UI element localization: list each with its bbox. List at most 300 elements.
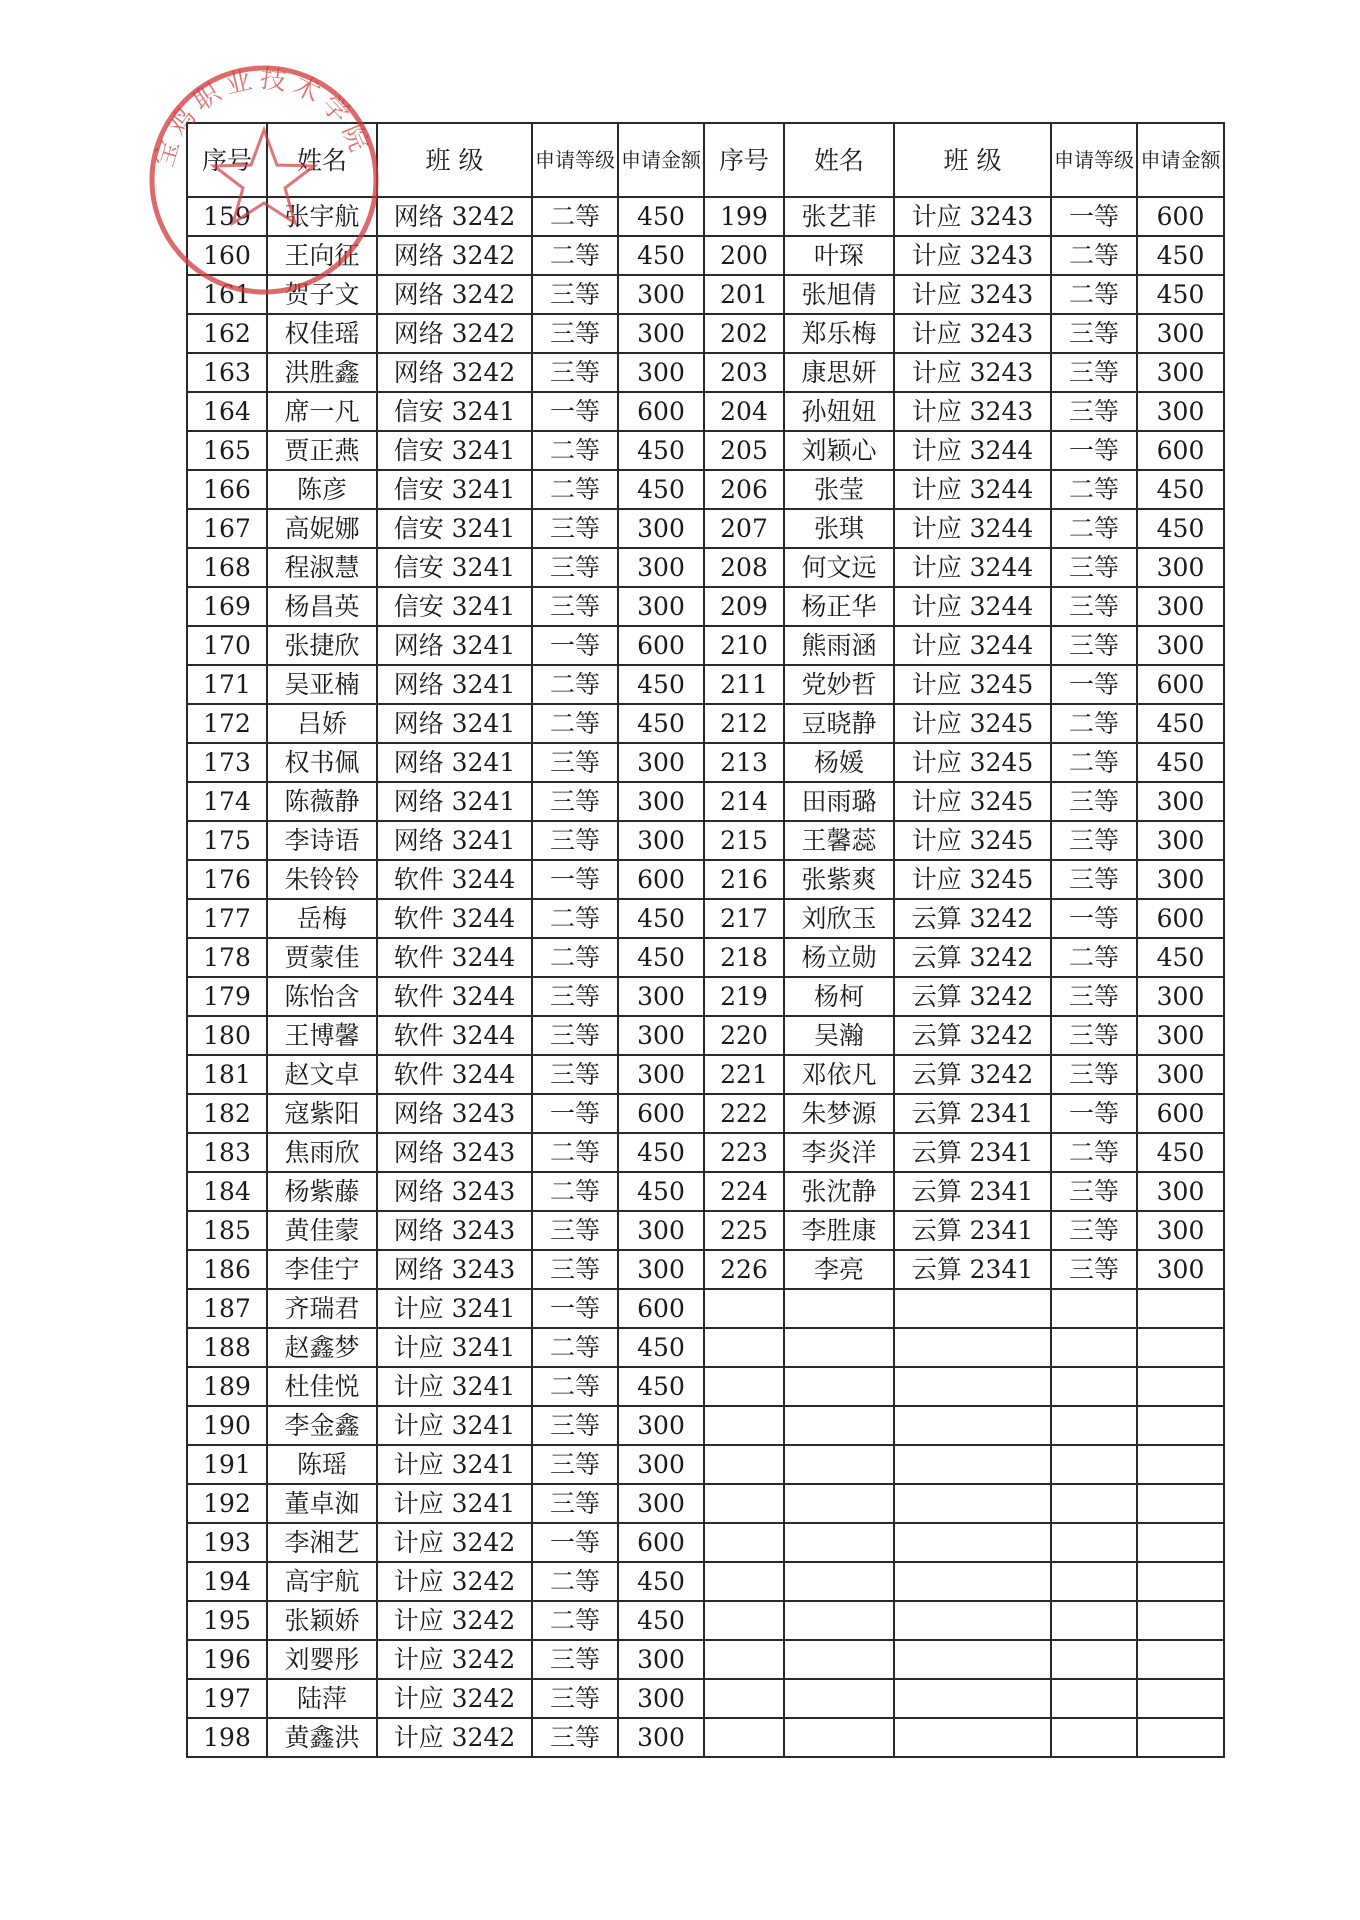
left-class-cell: 网络 3243 — [377, 1211, 532, 1250]
table-row — [187, 1250, 1224, 1289]
left-level-cell: 二等 — [532, 236, 618, 275]
right-level-cell — [1051, 1523, 1137, 1562]
left-level-cell: 二等 — [532, 1367, 618, 1406]
left-seq-cell: 176 — [187, 860, 267, 899]
left-class-cell: 计应 3241 — [377, 1367, 532, 1406]
right-name-cell: 刘欣玉 — [784, 899, 894, 938]
right-amount-cell: 300 — [1137, 782, 1224, 821]
table-row — [187, 1289, 1224, 1328]
right-seq-cell: 210 — [704, 626, 784, 665]
right-amount-cell: 300 — [1137, 1250, 1224, 1289]
left-amount-cell: 450 — [618, 899, 704, 938]
left-amount-cell: 300 — [618, 587, 704, 626]
table-row — [187, 1211, 1224, 1250]
right-seq-cell: 220 — [704, 1016, 784, 1055]
right-level-cell: 三等 — [1051, 977, 1137, 1016]
right-amount-cell: 450 — [1137, 275, 1224, 314]
left-amount-cell: 450 — [618, 1328, 704, 1367]
left-level-cell: 三等 — [532, 743, 618, 782]
right-seq-cell: 211 — [704, 665, 784, 704]
right-amount-cell: 600 — [1137, 899, 1224, 938]
right-name-cell — [784, 1679, 894, 1718]
left-name-cell: 张颖娇 — [267, 1601, 377, 1640]
right-class-cell: 计应 3244 — [894, 587, 1051, 626]
left-class-cell: 网络 3242 — [377, 197, 532, 236]
left-amount-cell: 450 — [618, 1172, 704, 1211]
left-level-cell: 一等 — [532, 626, 618, 665]
right-class-cell — [894, 1367, 1051, 1406]
left-amount-cell: 300 — [618, 1445, 704, 1484]
header-class: 班 级 — [377, 123, 532, 197]
right-level-cell — [1051, 1601, 1137, 1640]
table-row — [187, 977, 1224, 1016]
right-level-cell: 三等 — [1051, 353, 1137, 392]
right-amount-cell — [1137, 1601, 1224, 1640]
left-name-cell: 李湘艺 — [267, 1523, 377, 1562]
right-seq-cell: 213 — [704, 743, 784, 782]
right-class-cell: 云算 2341 — [894, 1094, 1051, 1133]
left-name-cell: 齐瑞君 — [267, 1289, 377, 1328]
left-class-cell: 计应 3241 — [377, 1445, 532, 1484]
left-level-cell: 三等 — [532, 1718, 618, 1757]
left-level-cell: 三等 — [532, 1445, 618, 1484]
right-class-cell — [894, 1289, 1051, 1328]
left-name-cell: 朱铃铃 — [267, 860, 377, 899]
left-name-cell: 吕娇 — [267, 704, 377, 743]
right-class-cell — [894, 1562, 1051, 1601]
left-seq-cell: 190 — [187, 1406, 267, 1445]
right-amount-cell — [1137, 1328, 1224, 1367]
left-seq-cell: 174 — [187, 782, 267, 821]
header-seq: 序号 — [187, 123, 267, 197]
right-class-cell: 云算 2341 — [894, 1133, 1051, 1172]
table-row — [187, 1328, 1224, 1367]
left-name-cell: 李诗语 — [267, 821, 377, 860]
right-name-cell: 吴瀚 — [784, 1016, 894, 1055]
right-amount-cell: 300 — [1137, 860, 1224, 899]
right-name-cell: 叶琛 — [784, 236, 894, 275]
left-amount-cell: 600 — [618, 1289, 704, 1328]
left-amount-cell: 600 — [618, 860, 704, 899]
right-name-cell: 张艺菲 — [784, 197, 894, 236]
right-class-cell: 云算 2341 — [894, 1172, 1051, 1211]
right-class-cell: 云算 3242 — [894, 938, 1051, 977]
table-row — [187, 821, 1224, 860]
left-amount-cell: 300 — [618, 1640, 704, 1679]
left-seq-cell: 188 — [187, 1328, 267, 1367]
right-seq-cell: 200 — [704, 236, 784, 275]
right-name-cell: 张紫爽 — [784, 860, 894, 899]
right-name-cell: 张琪 — [784, 509, 894, 548]
right-name-cell: 李亮 — [784, 1250, 894, 1289]
right-seq-cell: 209 — [704, 587, 784, 626]
right-seq-cell: 221 — [704, 1055, 784, 1094]
left-seq-cell: 166 — [187, 470, 267, 509]
table-row — [187, 743, 1224, 782]
left-name-cell: 贺子文 — [267, 275, 377, 314]
left-class-cell: 网络 3242 — [377, 314, 532, 353]
right-class-cell: 计应 3243 — [894, 353, 1051, 392]
right-amount-cell: 450 — [1137, 938, 1224, 977]
table-row — [187, 1679, 1224, 1718]
table-row — [187, 1445, 1224, 1484]
right-amount-cell — [1137, 1523, 1224, 1562]
right-name-cell: 朱梦源 — [784, 1094, 894, 1133]
left-class-cell: 信安 3241 — [377, 470, 532, 509]
left-amount-cell: 300 — [618, 1211, 704, 1250]
left-amount-cell: 300 — [618, 1250, 704, 1289]
header-seq: 序号 — [704, 123, 784, 197]
table-row — [187, 1601, 1224, 1640]
left-seq-cell: 187 — [187, 1289, 267, 1328]
right-class-cell: 计应 3244 — [894, 509, 1051, 548]
right-name-cell: 张旭倩 — [784, 275, 894, 314]
right-amount-cell: 600 — [1137, 431, 1224, 470]
right-seq-cell: 205 — [704, 431, 784, 470]
left-level-cell: 一等 — [532, 860, 618, 899]
left-class-cell: 信安 3241 — [377, 431, 532, 470]
right-seq-cell: 218 — [704, 938, 784, 977]
right-class-cell — [894, 1406, 1051, 1445]
left-seq-cell: 180 — [187, 1016, 267, 1055]
right-amount-cell — [1137, 1445, 1224, 1484]
right-seq-cell — [704, 1523, 784, 1562]
right-level-cell: 三等 — [1051, 1250, 1137, 1289]
left-level-cell: 一等 — [532, 1289, 618, 1328]
right-amount-cell: 300 — [1137, 587, 1224, 626]
left-name-cell: 程淑慧 — [267, 548, 377, 587]
left-level-cell: 三等 — [532, 509, 618, 548]
right-class-cell — [894, 1484, 1051, 1523]
left-level-cell: 二等 — [532, 665, 618, 704]
table-row — [187, 1172, 1224, 1211]
left-level-cell: 三等 — [532, 548, 618, 587]
table-row — [187, 1055, 1224, 1094]
header-amount: 申请金额 — [1137, 123, 1224, 197]
left-seq-cell: 172 — [187, 704, 267, 743]
left-level-cell: 二等 — [532, 470, 618, 509]
left-class-cell: 信安 3241 — [377, 548, 532, 587]
right-name-cell: 孙妞妞 — [784, 392, 894, 431]
left-class-cell: 网络 3243 — [377, 1133, 532, 1172]
right-amount-cell: 300 — [1137, 1172, 1224, 1211]
left-class-cell: 网络 3241 — [377, 665, 532, 704]
left-class-cell: 网络 3241 — [377, 704, 532, 743]
left-amount-cell: 450 — [618, 1562, 704, 1601]
right-name-cell: 郑乐梅 — [784, 314, 894, 353]
left-name-cell: 王博馨 — [267, 1016, 377, 1055]
right-amount-cell — [1137, 1367, 1224, 1406]
left-seq-cell: 169 — [187, 587, 267, 626]
left-seq-cell: 170 — [187, 626, 267, 665]
right-level-cell: 一等 — [1051, 431, 1137, 470]
right-seq-cell: 203 — [704, 353, 784, 392]
header-name: 姓名 — [784, 123, 894, 197]
header-level: 申请等级 — [1051, 123, 1137, 197]
left-amount-cell: 600 — [618, 1094, 704, 1133]
left-name-cell: 黄鑫洪 — [267, 1718, 377, 1757]
right-name-cell — [784, 1640, 894, 1679]
left-seq-cell: 159 — [187, 197, 267, 236]
left-amount-cell: 600 — [618, 626, 704, 665]
table-row — [187, 1133, 1224, 1172]
left-seq-cell: 178 — [187, 938, 267, 977]
left-level-cell: 三等 — [532, 1055, 618, 1094]
left-class-cell: 计应 3241 — [377, 1406, 532, 1445]
right-seq-cell — [704, 1679, 784, 1718]
left-amount-cell: 300 — [618, 509, 704, 548]
right-seq-cell: 226 — [704, 1250, 784, 1289]
left-level-cell: 三等 — [532, 821, 618, 860]
right-class-cell — [894, 1640, 1051, 1679]
right-amount-cell — [1137, 1406, 1224, 1445]
right-name-cell — [784, 1328, 894, 1367]
left-seq-cell: 193 — [187, 1523, 267, 1562]
right-amount-cell: 300 — [1137, 821, 1224, 860]
right-class-cell: 计应 3243 — [894, 314, 1051, 353]
table-row — [187, 782, 1224, 821]
left-level-cell: 二等 — [532, 431, 618, 470]
right-level-cell: 一等 — [1051, 1094, 1137, 1133]
left-amount-cell: 300 — [618, 743, 704, 782]
left-seq-cell: 198 — [187, 1718, 267, 1757]
left-level-cell: 二等 — [532, 1601, 618, 1640]
table-row — [187, 860, 1224, 899]
right-amount-cell: 300 — [1137, 548, 1224, 587]
right-amount-cell — [1137, 1679, 1224, 1718]
right-class-cell: 云算 3242 — [894, 1055, 1051, 1094]
right-level-cell — [1051, 1562, 1137, 1601]
right-class-cell — [894, 1523, 1051, 1562]
right-level-cell — [1051, 1406, 1137, 1445]
right-level-cell: 三等 — [1051, 1172, 1137, 1211]
header-level: 申请等级 — [532, 123, 618, 197]
right-seq-cell: 214 — [704, 782, 784, 821]
right-name-cell: 田雨璐 — [784, 782, 894, 821]
right-seq-cell: 224 — [704, 1172, 784, 1211]
right-amount-cell: 450 — [1137, 470, 1224, 509]
right-level-cell: 三等 — [1051, 587, 1137, 626]
left-level-cell: 二等 — [532, 1133, 618, 1172]
right-amount-cell: 450 — [1137, 1133, 1224, 1172]
right-class-cell: 计应 3245 — [894, 665, 1051, 704]
left-level-cell: 三等 — [532, 275, 618, 314]
right-class-cell: 计应 3245 — [894, 704, 1051, 743]
left-level-cell: 三等 — [532, 353, 618, 392]
right-amount-cell: 450 — [1137, 509, 1224, 548]
right-class-cell: 计应 3244 — [894, 470, 1051, 509]
left-seq-cell: 163 — [187, 353, 267, 392]
table-row — [187, 1718, 1224, 1757]
left-name-cell: 岳梅 — [267, 899, 377, 938]
table-row — [187, 197, 1224, 236]
right-name-cell — [784, 1562, 894, 1601]
left-class-cell: 计应 3242 — [377, 1718, 532, 1757]
left-class-cell: 软件 3244 — [377, 860, 532, 899]
left-seq-cell: 168 — [187, 548, 267, 587]
left-name-cell: 陈彦 — [267, 470, 377, 509]
right-class-cell — [894, 1601, 1051, 1640]
right-class-cell — [894, 1328, 1051, 1367]
left-name-cell: 董卓洳 — [267, 1484, 377, 1523]
left-level-cell: 三等 — [532, 1679, 618, 1718]
left-seq-cell: 184 — [187, 1172, 267, 1211]
left-name-cell: 赵文卓 — [267, 1055, 377, 1094]
right-level-cell — [1051, 1328, 1137, 1367]
left-seq-cell: 197 — [187, 1679, 267, 1718]
left-amount-cell: 450 — [618, 665, 704, 704]
right-level-cell — [1051, 1445, 1137, 1484]
right-name-cell: 杨立勋 — [784, 938, 894, 977]
right-class-cell — [894, 1718, 1051, 1757]
left-name-cell: 黄佳蒙 — [267, 1211, 377, 1250]
right-seq-cell: 216 — [704, 860, 784, 899]
right-level-cell: 一等 — [1051, 197, 1137, 236]
right-amount-cell — [1137, 1718, 1224, 1757]
right-class-cell: 云算 3242 — [894, 977, 1051, 1016]
right-level-cell: 三等 — [1051, 1055, 1137, 1094]
right-amount-cell: 450 — [1137, 236, 1224, 275]
left-seq-cell: 196 — [187, 1640, 267, 1679]
left-level-cell: 一等 — [532, 1094, 618, 1133]
left-seq-cell: 183 — [187, 1133, 267, 1172]
table-row — [187, 392, 1224, 431]
table-row — [187, 314, 1224, 353]
right-name-cell: 刘颖心 — [784, 431, 894, 470]
right-level-cell: 一等 — [1051, 665, 1137, 704]
right-amount-cell: 450 — [1137, 704, 1224, 743]
table-row — [187, 275, 1224, 314]
left-class-cell: 网络 3243 — [377, 1172, 532, 1211]
right-class-cell: 计应 3244 — [894, 626, 1051, 665]
right-amount-cell: 600 — [1137, 665, 1224, 704]
left-seq-cell: 192 — [187, 1484, 267, 1523]
left-class-cell: 软件 3244 — [377, 977, 532, 1016]
left-amount-cell: 450 — [618, 470, 704, 509]
right-seq-cell — [704, 1718, 784, 1757]
right-name-cell: 邓依凡 — [784, 1055, 894, 1094]
right-seq-cell — [704, 1445, 784, 1484]
left-level-cell: 二等 — [532, 704, 618, 743]
right-level-cell — [1051, 1289, 1137, 1328]
left-class-cell: 网络 3242 — [377, 353, 532, 392]
left-level-cell: 二等 — [532, 1328, 618, 1367]
right-amount-cell — [1137, 1289, 1224, 1328]
right-level-cell: 一等 — [1051, 899, 1137, 938]
right-amount-cell: 300 — [1137, 1211, 1224, 1250]
right-amount-cell: 300 — [1137, 392, 1224, 431]
left-amount-cell: 300 — [618, 1055, 704, 1094]
right-name-cell: 党妙哲 — [784, 665, 894, 704]
right-level-cell — [1051, 1640, 1137, 1679]
right-level-cell: 三等 — [1051, 1211, 1137, 1250]
right-class-cell: 计应 3245 — [894, 860, 1051, 899]
right-seq-cell: 199 — [704, 197, 784, 236]
left-class-cell: 网络 3241 — [377, 743, 532, 782]
right-name-cell: 张莹 — [784, 470, 894, 509]
right-level-cell: 三等 — [1051, 548, 1137, 587]
left-class-cell: 计应 3242 — [377, 1601, 532, 1640]
right-name-cell — [784, 1601, 894, 1640]
left-level-cell: 二等 — [532, 1562, 618, 1601]
left-class-cell: 计应 3242 — [377, 1679, 532, 1718]
table-row — [187, 1367, 1224, 1406]
roster-sheet — [186, 122, 1223, 1762]
right-name-cell: 杨正华 — [784, 587, 894, 626]
left-class-cell: 软件 3244 — [377, 938, 532, 977]
left-class-cell: 网络 3241 — [377, 626, 532, 665]
table-row — [187, 626, 1224, 665]
left-amount-cell: 300 — [618, 1718, 704, 1757]
header-name: 姓名 — [267, 123, 377, 197]
header-row — [187, 123, 1224, 197]
table-row — [187, 665, 1224, 704]
right-amount-cell: 300 — [1137, 314, 1224, 353]
left-level-cell: 三等 — [532, 1484, 618, 1523]
left-name-cell: 张宇航 — [267, 197, 377, 236]
right-name-cell: 张沈静 — [784, 1172, 894, 1211]
left-amount-cell: 300 — [618, 1406, 704, 1445]
left-seq-cell: 173 — [187, 743, 267, 782]
left-level-cell: 三等 — [532, 1406, 618, 1445]
left-class-cell: 计应 3242 — [377, 1640, 532, 1679]
right-class-cell: 计应 3243 — [894, 392, 1051, 431]
right-seq-cell — [704, 1562, 784, 1601]
right-name-cell: 杨柯 — [784, 977, 894, 1016]
left-seq-cell: 191 — [187, 1445, 267, 1484]
left-name-cell: 权佳瑶 — [267, 314, 377, 353]
left-level-cell: 三等 — [532, 782, 618, 821]
left-class-cell: 信安 3241 — [377, 587, 532, 626]
left-class-cell: 计应 3241 — [377, 1328, 532, 1367]
right-class-cell: 云算 2341 — [894, 1250, 1051, 1289]
table-row — [187, 1640, 1224, 1679]
right-level-cell: 三等 — [1051, 392, 1137, 431]
right-amount-cell: 600 — [1137, 1094, 1224, 1133]
table-row — [187, 509, 1224, 548]
right-level-cell: 二等 — [1051, 938, 1137, 977]
right-amount-cell: 600 — [1137, 197, 1224, 236]
right-seq-cell — [704, 1367, 784, 1406]
left-seq-cell: 171 — [187, 665, 267, 704]
left-amount-cell: 300 — [618, 977, 704, 1016]
left-amount-cell: 300 — [618, 1679, 704, 1718]
left-amount-cell: 300 — [618, 275, 704, 314]
right-seq-cell: 212 — [704, 704, 784, 743]
left-amount-cell: 450 — [618, 704, 704, 743]
left-level-cell: 三等 — [532, 977, 618, 1016]
right-name-cell: 康思妍 — [784, 353, 894, 392]
left-seq-cell: 167 — [187, 509, 267, 548]
table-row — [187, 1406, 1224, 1445]
left-class-cell: 计应 3242 — [377, 1562, 532, 1601]
right-class-cell: 计应 3243 — [894, 197, 1051, 236]
right-class-cell — [894, 1445, 1051, 1484]
right-seq-cell: 201 — [704, 275, 784, 314]
table-row — [187, 1094, 1224, 1133]
left-level-cell: 三等 — [532, 1016, 618, 1055]
table-row — [187, 431, 1224, 470]
table-row — [187, 470, 1224, 509]
left-amount-cell: 450 — [618, 431, 704, 470]
right-seq-cell — [704, 1289, 784, 1328]
right-name-cell: 王馨蕊 — [784, 821, 894, 860]
left-class-cell: 计应 3241 — [377, 1484, 532, 1523]
left-seq-cell: 182 — [187, 1094, 267, 1133]
right-level-cell: 二等 — [1051, 236, 1137, 275]
right-level-cell: 二等 — [1051, 470, 1137, 509]
table-row — [187, 1523, 1224, 1562]
